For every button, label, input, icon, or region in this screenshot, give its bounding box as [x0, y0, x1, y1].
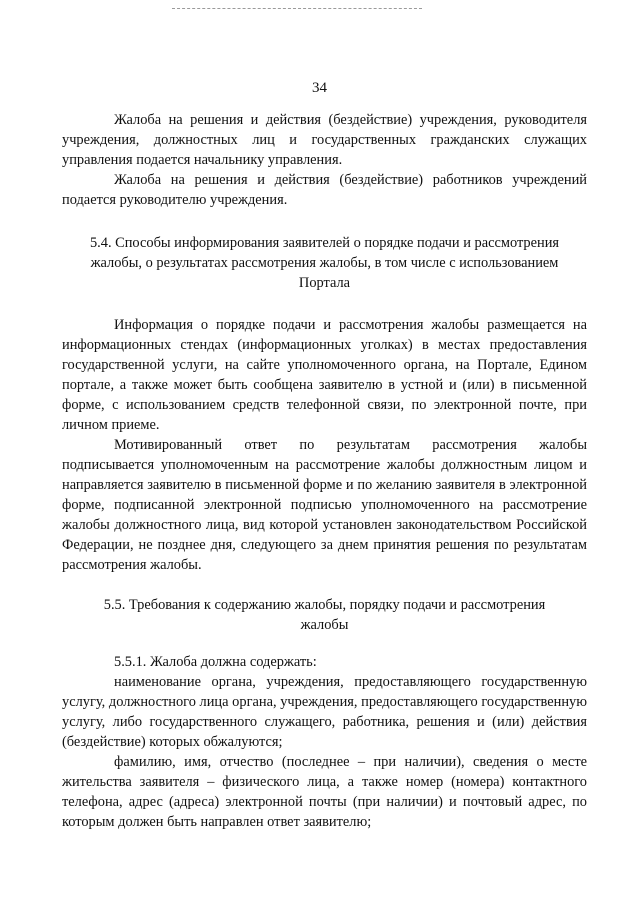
paragraph-complaint-to-head-of-institution: Жалоба на решения и действия (бездействие) работников учреждений подается руководителю учреждения. [62, 172, 587, 208]
section-heading-5-5: 5.5. Требования к содержанию жалобы, порядку подачи и рассмотрения жалобы [103, 597, 546, 633]
paragraph-complaint-to-head-of-department: Жалоба на решения и действия (бездействие) учреждения, руководителя учреждения, должностных лиц и государственных гражданских служащих управления подается начальнику управления. [62, 112, 587, 168]
paragraph-complaint-item-applicant: фамилию, имя, отчество (последнее – при наличии), сведения о месте жительства заявителя – физического лица, а также номер (номера) контактного телефона, адрес (адреса) электронной почты (при наличии) и почтовый адрес, по которым должен быть направлен ответ заявителю; [62, 754, 587, 830]
page-number: 34 [312, 80, 327, 96]
paragraph-reasoned-response: Мотивированный ответ по результатам рассмотрения жалобы подписывается уполномоченным на рассмотрение жалобы должностным лицом и направляется заявителю в письменной форме и по желанию заявителя в электронной форме, подписанной электронной подписью уполномоченного на рассмотрение жалобы должностного лица, вид которой установлен законодательством Российской Федерации, не позднее дня, следующего за днем принятия решения по результатам рассмотрения жалобы. [62, 437, 587, 573]
scan-edge-line [172, 8, 422, 9]
paragraph-information-placement: Информация о порядке подачи и рассмотрения жалобы размещается на информационных стендах (информационных уголках) в местах предоставления государственной услуги, на сайте уполномоченного органа, на Портале, Едином портале, а также может быть сообщена заявителю в устной и (или) в письменной форме, с использованием средств телефонной связи, по электронной почте, при личном приеме. [62, 317, 587, 433]
section-heading-5-4: 5.4. Способы информирования заявителей о порядке подачи и рассмотрения жалобы, о результатах рассмотрения жалобы, в том числе с использованием Портала [89, 235, 560, 291]
document-body [62, 110, 587, 832]
paragraph-complaint-item-name: наименование органа, учреждения, предоставляющего государственную услугу, должностного лица органа, учреждения, предоставляющего государственную услугу, либо государственного служащего, работника, решения и (или) действия (бездействие) которых обжалуются; [62, 674, 587, 750]
paragraph-5-5-1: 5.5.1. Жалоба должна содержать: [114, 654, 317, 670]
